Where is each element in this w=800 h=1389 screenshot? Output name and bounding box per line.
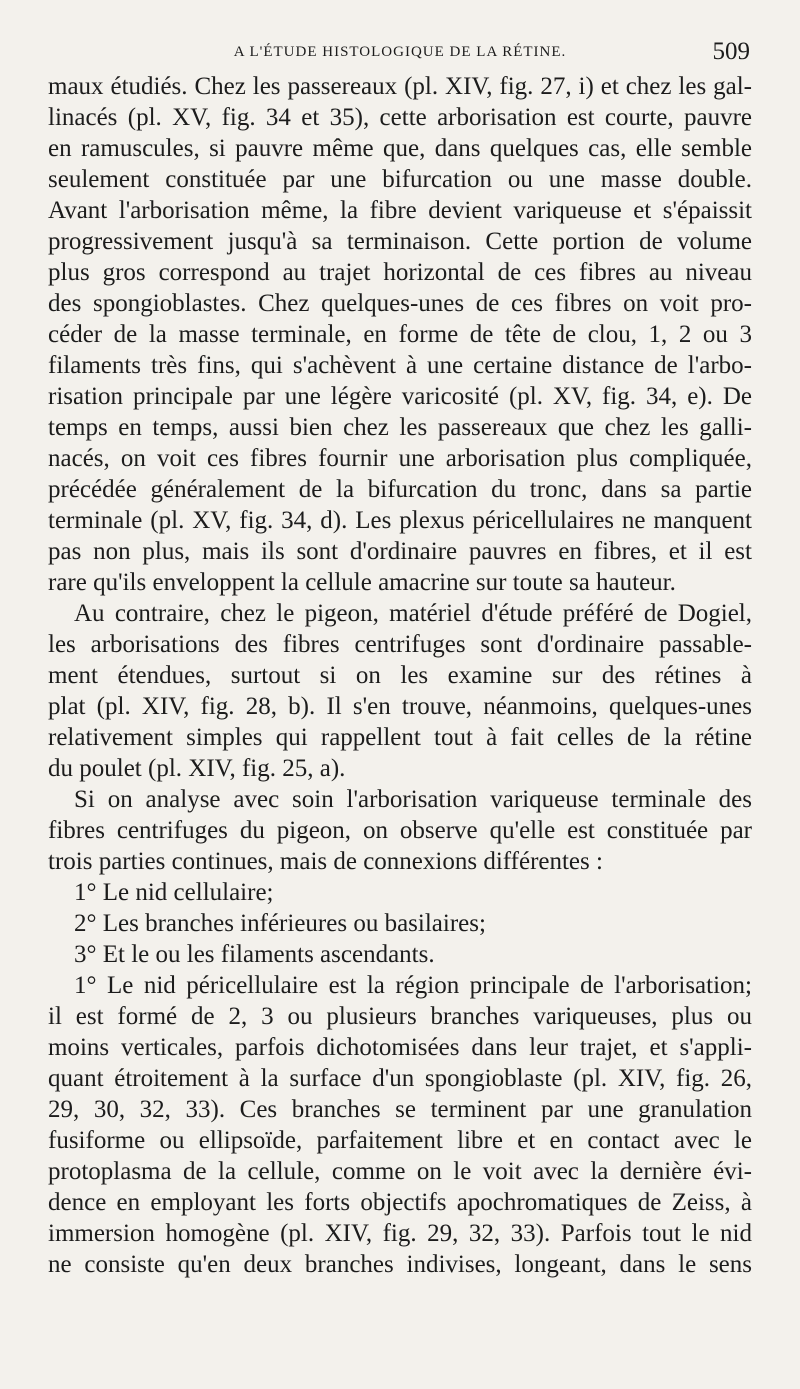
text-line: Si on analyse avec soin l'arborisation variqueuse terminale des xyxy=(74,786,752,813)
text-line: plat (pl. XIV, fig. 28, b). Il s'en trouve, néanmoins, quelques-unes xyxy=(48,693,752,720)
text-line: filaments très fins, qui s'achèvent à une certaine distance de l'arbo- xyxy=(48,352,752,379)
text-line: dence en employant les forts objectifs apochromatiques de Zeiss, à xyxy=(48,1189,752,1216)
text-line: plus gros correspond au trajet horizontal de ces fibres au niveau xyxy=(48,259,752,286)
text-line: moins verticales, parfois dichotomisées dans leur trajet, et s'appli- xyxy=(48,1034,752,1061)
list-item: 3° Et le ou les filaments ascendants. xyxy=(74,941,435,968)
text-line: en ramuscules, si pauvre même que, dans quelques cas, elle semble xyxy=(48,135,752,162)
text-line: Au contraire, chez le pigeon, matériel d'étude préféré de Dogiel, xyxy=(74,600,752,627)
list-item: 2° Les branches inférieures ou basilaires; xyxy=(74,910,486,937)
text-line: seulement constituée par une bifurcation ou une masse double. xyxy=(48,166,752,193)
text-line: pas non plus, mais ils sont d'ordinaire pauvres en fibres, et il est xyxy=(48,538,752,565)
text-line: précédée généralement de la bifurcation du tronc, dans sa partie xyxy=(48,476,752,503)
text-line: relativement simples qui rappellent tout à fait celles de la rétine xyxy=(48,724,752,751)
text-line: il est formé de 2, 3 ou plusieurs branches variqueuses, plus ou xyxy=(48,1003,752,1030)
text-line: ne consiste qu'en deux branches indivises, longeant, dans le sens xyxy=(48,1251,752,1278)
text-line: temps en temps, aussi bien chez les passereaux que chez les galli- xyxy=(48,414,752,441)
text-line: protoplasma de la cellule, comme on le voit avec la dernière évi- xyxy=(48,1158,752,1185)
text-line: fusiforme ou ellipsoïde, parfaitement libre et en contact avec le xyxy=(48,1127,752,1154)
text-line: quant étroitement à la surface d'un spongioblaste (pl. XIV, fig. 26, xyxy=(48,1065,752,1092)
body-text xyxy=(48,71,752,1280)
running-title: A L'ÉTUDE HISTOLOGIQUE DE LA RÉTINE. xyxy=(233,44,567,60)
text-line: fibres centrifuges du pigeon, on observe qu'elle est constituée par xyxy=(48,817,752,844)
text-line: linacés (pl. XV, fig. 34 et 35), cette arborisation est courte, pauvre xyxy=(48,104,752,131)
text-line: risation principale par une légère varicosité (pl. XV, fig. 34, e). De xyxy=(48,383,752,410)
text-line: du poulet (pl. XIV, fig. 25, a). xyxy=(48,755,346,782)
text-line: trois parties continues, mais de connexions différentes : xyxy=(48,848,603,875)
text-line: Avant l'arborisation même, la fibre devient variqueuse et s'épaissit xyxy=(48,197,752,224)
text-line: nacés, on voit ces fibres fournir une arborisation plus compliquée, xyxy=(48,445,752,472)
text-line: rare qu'ils enveloppent la cellule amacrine sur toute sa hauteur. xyxy=(48,569,676,596)
text-line: progressivement jusqu'à sa terminaison. Cette portion de volume xyxy=(48,228,752,255)
text-line: ment étendues, surtout si on les examine sur des rétines à xyxy=(48,662,752,689)
list-item: 1° Le nid cellulaire; xyxy=(74,879,274,906)
text-line: maux étudiés. Chez les passereaux (pl. XIV, fig. 27, i) et chez les gal- xyxy=(48,73,752,100)
text-line: céder de la masse terminale, en forme de tête de clou, 1, 2 ou 3 xyxy=(48,321,752,348)
text-line: terminale (pl. XV, fig. 34, d). Les plexus péricellulaires ne manquent xyxy=(48,507,752,534)
text-line: 29, 30, 32, 33). Ces branches se terminent par une granulation xyxy=(48,1096,752,1123)
text-line: immersion homogène (pl. XIV, fig. 29, 32, 33). Parfois tout le nid xyxy=(48,1220,752,1247)
text-line: les arborisations des fibres centrifuges sont d'ordinaire passable- xyxy=(48,631,752,658)
text-line: 1° Le nid péricellulaire est la région principale de l'arborisation; xyxy=(74,972,752,999)
page-header xyxy=(48,38,752,68)
text-line: des spongioblastes. Chez quelques-unes de ces fibres on voit pro- xyxy=(48,290,752,317)
page-number: 509 xyxy=(712,38,750,65)
